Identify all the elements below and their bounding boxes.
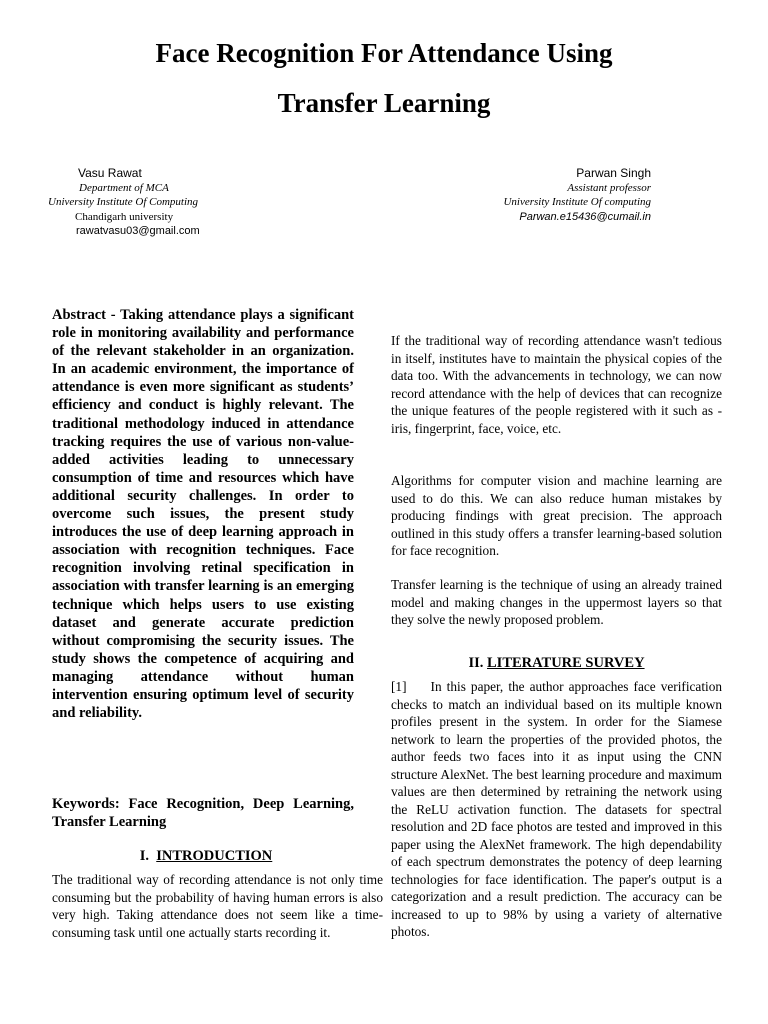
abstract: Abstract - Taking attendance plays a significant role in monitoring availability and performance of the relevant stakeholder in an organization. In an academic environment, the importance of attendance is even more significant as students’ efficiency and conduct is highly relevant. The traditional methodology induced in attendance tracking requires the use of various non-value-added activities leading to unnecessary consumption of time and resources which have additional security challenges. In order to overcome such issues, the present study introduces the use of deep learning approach in association with recognition techniques. Face recognition involving retinal specification in association with transfer learning is an emerging technique which helps users to use existing dataset and generate accurate prediction without compromising the security issues. The study shows the competence of acquiring and managing attendance without human intervention ensuring optimum level of security and reliability. (52, 307, 354, 722)
citation-marker: [1] (391, 679, 407, 694)
author-block-right (431, 166, 651, 224)
paper-title (0, 28, 768, 128)
author-name: Parwan Singh (576, 166, 651, 180)
right-paragraph-1: If the traditional way of recording attendance wasn't tedious in itself, institutes have to maintain the physical copies of the data too. With the advancements in technology, we can now record attendance with the help of devices that can recognize the unique features of the people registered with it such as - iris, fingerprint, face, voice, etc. (391, 333, 722, 436)
paper-title-line-1: Face Recognition For Attendance Using (155, 38, 613, 68)
literature-survey-heading (391, 655, 722, 672)
author-institute: University Institute Of Computing (48, 196, 199, 208)
literature-survey-paragraph (391, 678, 722, 941)
right-paragraph-2: Algorithms for computer vision and machine learning are used to do this. We can also reduce human mistakes by producing findings with great precision. The approach outlined in this study offers a transfer learning-based solution for face recognition. (391, 473, 722, 558)
author-department: Department of MCA (79, 181, 169, 194)
keywords: Keywords: Face Recognition, Deep Learning, Transfer Learning (52, 796, 354, 831)
author-name: Vasu Rawat (78, 166, 142, 180)
right-paragraph-3: Transfer learning is the technique of using an already trained model and making changes in the uppermost layers so that they solve the newly proposed problem. (391, 577, 722, 627)
introduction-heading (52, 848, 360, 865)
author-email: Parwan.e15436@cumail.in (519, 210, 651, 223)
author-role: Assistant professor (567, 181, 651, 194)
paper-title-line-2: Transfer Learning (277, 88, 491, 118)
author-email: rawatvasu03@gmail.com (76, 225, 200, 237)
section-number: I. (139, 848, 149, 864)
section-title: LITERATURE SURVEY (487, 655, 645, 671)
introduction-paragraph: The traditional way of recording attendance is not only time consuming but the probability of having human errors is also very high. Taking attendance does not seem like a time-consuming task until one actually starts recording it. (52, 872, 383, 940)
author-institute: University Institute Of computing (503, 196, 651, 208)
section-title: INTRODUCTION (156, 848, 273, 864)
literature-survey-text: In this paper, the author approaches face verification checks to match an individual based on its multiple known profiles present in the system. In order for the Siamese network to learn the properties of the provided photos, the author feeds two faces into it as input using the CNN structure AlexNet. The best learning procedure and maximum values are then determined by retraining the network using the ReLU activation function. The datasets for spectral resolution and 2D face photos are tested and improved in this paper using the AlexNet framework. The high dependability of each spectrum demonstrates the potency of deep learning technologies for face identification. The paper's output is a categorization and a result prediction. The accuracy can be increased to up to 98% by using a variety of alternative photos. (391, 679, 722, 939)
author-university: Chandigarh university (75, 210, 174, 223)
author-block-left (40, 166, 240, 239)
section-number: II. (468, 655, 484, 671)
